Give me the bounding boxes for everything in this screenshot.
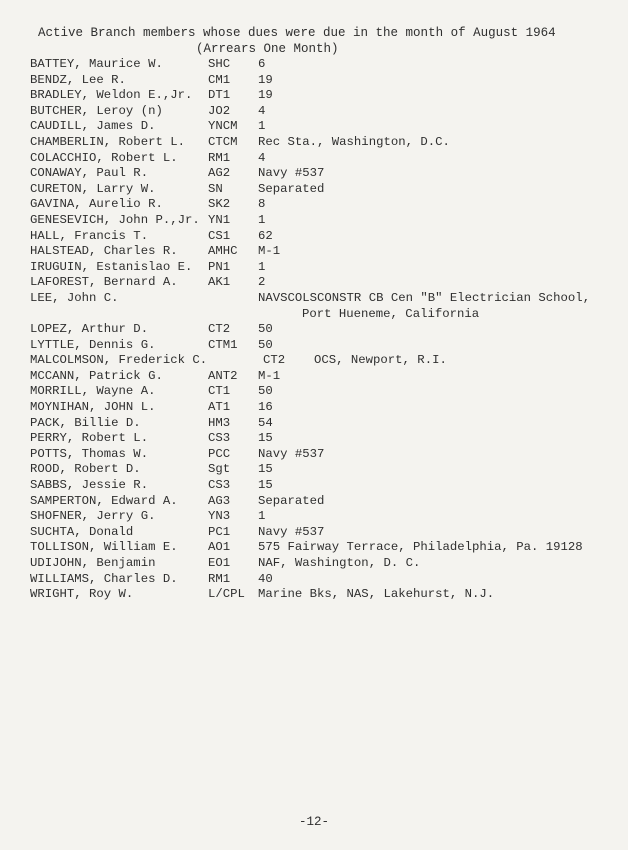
- member-status: 15: [258, 431, 273, 446]
- member-status: NAVSCOLSCONSTR CB Cen "B" Electrician School,: [258, 290, 591, 305]
- member-rate: EO1: [208, 556, 231, 570]
- document-heading: Active Branch members whose dues were due in the month of August 1964: [38, 26, 556, 40]
- member-name: UDIJOHN, Benjamin: [30, 556, 156, 570]
- roster-row: [30, 73, 620, 89]
- member-name: SAMPERTON, Edward A.: [30, 493, 178, 508]
- member-rate: SN: [208, 181, 223, 196]
- member-rate: SHC: [208, 57, 231, 71]
- roster-row: [30, 400, 620, 416]
- member-name: PERRY, Robert L.: [30, 431, 149, 446]
- roster-row: [30, 151, 620, 167]
- member-status: 62: [258, 228, 273, 243]
- roster-row: [30, 369, 620, 385]
- member-rate: CTCM: [208, 134, 238, 149]
- member-status: 1: [258, 119, 266, 134]
- member-roster: [30, 57, 620, 603]
- member-rate: AT1: [208, 400, 231, 415]
- member-rate: ANT2: [208, 368, 238, 383]
- member-rate: PC1: [208, 524, 231, 539]
- member-name: LYTTLE, Dennis G.: [30, 337, 156, 352]
- member-status: Navy #537: [258, 524, 325, 539]
- member-status: 19: [258, 88, 273, 103]
- roster-row: [30, 197, 620, 213]
- member-name: BENDZ, Lee R.: [30, 72, 126, 87]
- member-rate: RM1: [208, 571, 231, 586]
- member-rate: PCC: [208, 446, 231, 461]
- member-rate: CS1: [208, 228, 231, 243]
- member-rate: AK1: [208, 275, 231, 290]
- member-rate: AG3: [208, 493, 231, 508]
- member-rate: SK2: [208, 197, 231, 212]
- member-rate: YN3: [208, 509, 231, 524]
- roster-row: [30, 587, 620, 603]
- roster-row: [30, 540, 620, 556]
- member-name: MALCOLMSON, Frederick C.: [30, 353, 208, 368]
- member-status: Rec Sta., Washington, D.C.: [258, 134, 450, 149]
- member-name: BUTCHER, Leroy (n): [30, 103, 163, 118]
- roster-row: [30, 275, 620, 291]
- member-status: 50: [258, 337, 273, 352]
- roster-row: [30, 104, 620, 120]
- roster-row: [30, 572, 620, 588]
- member-rate: YNCM: [208, 119, 238, 134]
- member-status: 1: [258, 259, 266, 274]
- member-name: BATTEY, Maurice W.: [30, 57, 163, 71]
- member-rate: CM1: [208, 72, 231, 87]
- member-status: 8: [258, 197, 266, 212]
- member-status: 1: [258, 212, 266, 227]
- member-status: M-1: [258, 244, 281, 259]
- member-name: TOLLISON, William E.: [30, 540, 178, 555]
- member-status: 2: [258, 275, 266, 290]
- member-status: OCS, Newport, R.I.: [314, 353, 447, 368]
- member-name: PACK, Billie D.: [30, 415, 141, 430]
- member-status: 19: [258, 72, 273, 87]
- member-status: 4: [258, 103, 266, 118]
- roster-row: [30, 291, 620, 322]
- roster-row: [30, 494, 620, 510]
- roster-row: [30, 384, 620, 400]
- member-rate: AG2: [208, 166, 231, 181]
- member-status: 40: [258, 571, 273, 586]
- roster-row: [30, 135, 620, 151]
- roster-row: [30, 57, 620, 73]
- member-name: CONAWAY, Paul R.: [30, 166, 149, 181]
- member-name: WILLIAMS, Charles D.: [30, 571, 178, 586]
- roster-row: [30, 119, 620, 135]
- member-rate: CS3: [208, 431, 231, 446]
- roster-row: [30, 182, 620, 198]
- member-rate: AO1: [208, 540, 231, 555]
- member-name: CURETON, Larry W.: [30, 181, 156, 196]
- member-rate: CT2: [263, 353, 286, 368]
- member-status: M-1: [258, 368, 281, 383]
- member-rate: YN1: [208, 212, 231, 227]
- member-rate: L/CPL: [208, 587, 245, 602]
- roster-row: [30, 322, 620, 338]
- member-name: IRUGUIN, Estanislao E.: [30, 259, 193, 274]
- roster-row: [30, 556, 620, 572]
- member-name: MOYNIHAN, JOHN L.: [30, 400, 156, 415]
- roster-row: [30, 166, 620, 182]
- member-status: 575 Fairway Terrace, Philadelphia, Pa. 19128: [258, 540, 583, 555]
- member-status: Navy #537: [258, 166, 325, 181]
- member-name: CHAMBERLIN, Robert L.: [30, 134, 185, 149]
- roster-row: [30, 353, 620, 369]
- member-status: 15: [258, 462, 273, 477]
- member-status: 50: [258, 322, 273, 337]
- roster-row: [30, 229, 620, 245]
- member-rate: HM3: [208, 415, 231, 430]
- member-name: COLACCHIO, Robert L.: [30, 150, 178, 165]
- member-rate: CS3: [208, 478, 231, 493]
- page-number: -12-: [298, 815, 329, 829]
- member-name: BRADLEY, Weldon E.,Jr.: [30, 88, 193, 103]
- roster-row: [30, 525, 620, 541]
- roster-row: [30, 244, 620, 260]
- member-status: 4: [258, 150, 266, 165]
- roster-row: [30, 88, 620, 104]
- roster-row: [30, 447, 620, 463]
- member-name: ROOD, Robert D.: [30, 462, 141, 477]
- roster-row: [30, 213, 620, 229]
- member-name: HALL, Francis T.: [30, 228, 149, 243]
- roster-row: [30, 431, 620, 447]
- roster-row: [30, 478, 620, 494]
- member-status: 50: [258, 384, 273, 399]
- roster-row: [30, 462, 620, 478]
- member-name: POTTS, Thomas W.: [30, 446, 149, 461]
- member-rate: DT1: [208, 88, 231, 103]
- document-subheading: (Arrears One Month): [196, 42, 339, 56]
- member-status: 6: [258, 57, 266, 71]
- member-status: 15: [258, 478, 273, 493]
- member-rate: JO2: [208, 103, 231, 118]
- roster-row: [30, 416, 620, 432]
- member-name: SUCHTA, Donald: [30, 524, 134, 539]
- member-name: SHOFNER, Jerry G.: [30, 509, 156, 524]
- roster-row: [30, 260, 620, 276]
- member-rate: PN1: [208, 259, 231, 274]
- member-rate: CTM1: [208, 337, 238, 352]
- member-name: MCCANN, Patrick G.: [30, 368, 163, 383]
- member-status: NAF, Washington, D. C.: [258, 556, 421, 570]
- member-name: WRIGHT, Roy W.: [30, 587, 134, 602]
- member-name: SABBS, Jessie R.: [30, 478, 149, 493]
- member-status: Marine Bks, NAS, Lakehurst, N.J.: [258, 587, 495, 602]
- member-name: MORRILL, Wayne A.: [30, 384, 156, 399]
- member-rate: RM1: [208, 150, 231, 165]
- member-rate: AMHC: [208, 244, 238, 259]
- member-name: LEE, John C.: [30, 290, 119, 305]
- roster-row: [30, 338, 620, 354]
- member-rate: Sgt: [208, 462, 231, 477]
- member-status-continued: Port Hueneme, California: [302, 306, 480, 321]
- member-name: CAUDILL, James D.: [30, 119, 156, 134]
- member-name: HALSTEAD, Charles R.: [30, 244, 178, 259]
- member-name: LOPEZ, Arthur D.: [30, 322, 149, 337]
- roster-row: [30, 509, 620, 525]
- member-rate: CT1: [208, 384, 231, 399]
- member-status: 1: [258, 509, 266, 524]
- member-status: 16: [258, 400, 273, 415]
- member-rate: CT2: [208, 322, 231, 337]
- member-status: Separated: [258, 493, 325, 508]
- member-status: Navy #537: [258, 446, 325, 461]
- member-name: GENESEVICH, John P.,Jr.: [30, 212, 200, 227]
- member-status: 54: [258, 415, 273, 430]
- member-status: Separated: [258, 181, 325, 196]
- member-name: GAVINA, Aurelio R.: [30, 197, 163, 212]
- member-name: LAFOREST, Bernard A.: [30, 275, 178, 290]
